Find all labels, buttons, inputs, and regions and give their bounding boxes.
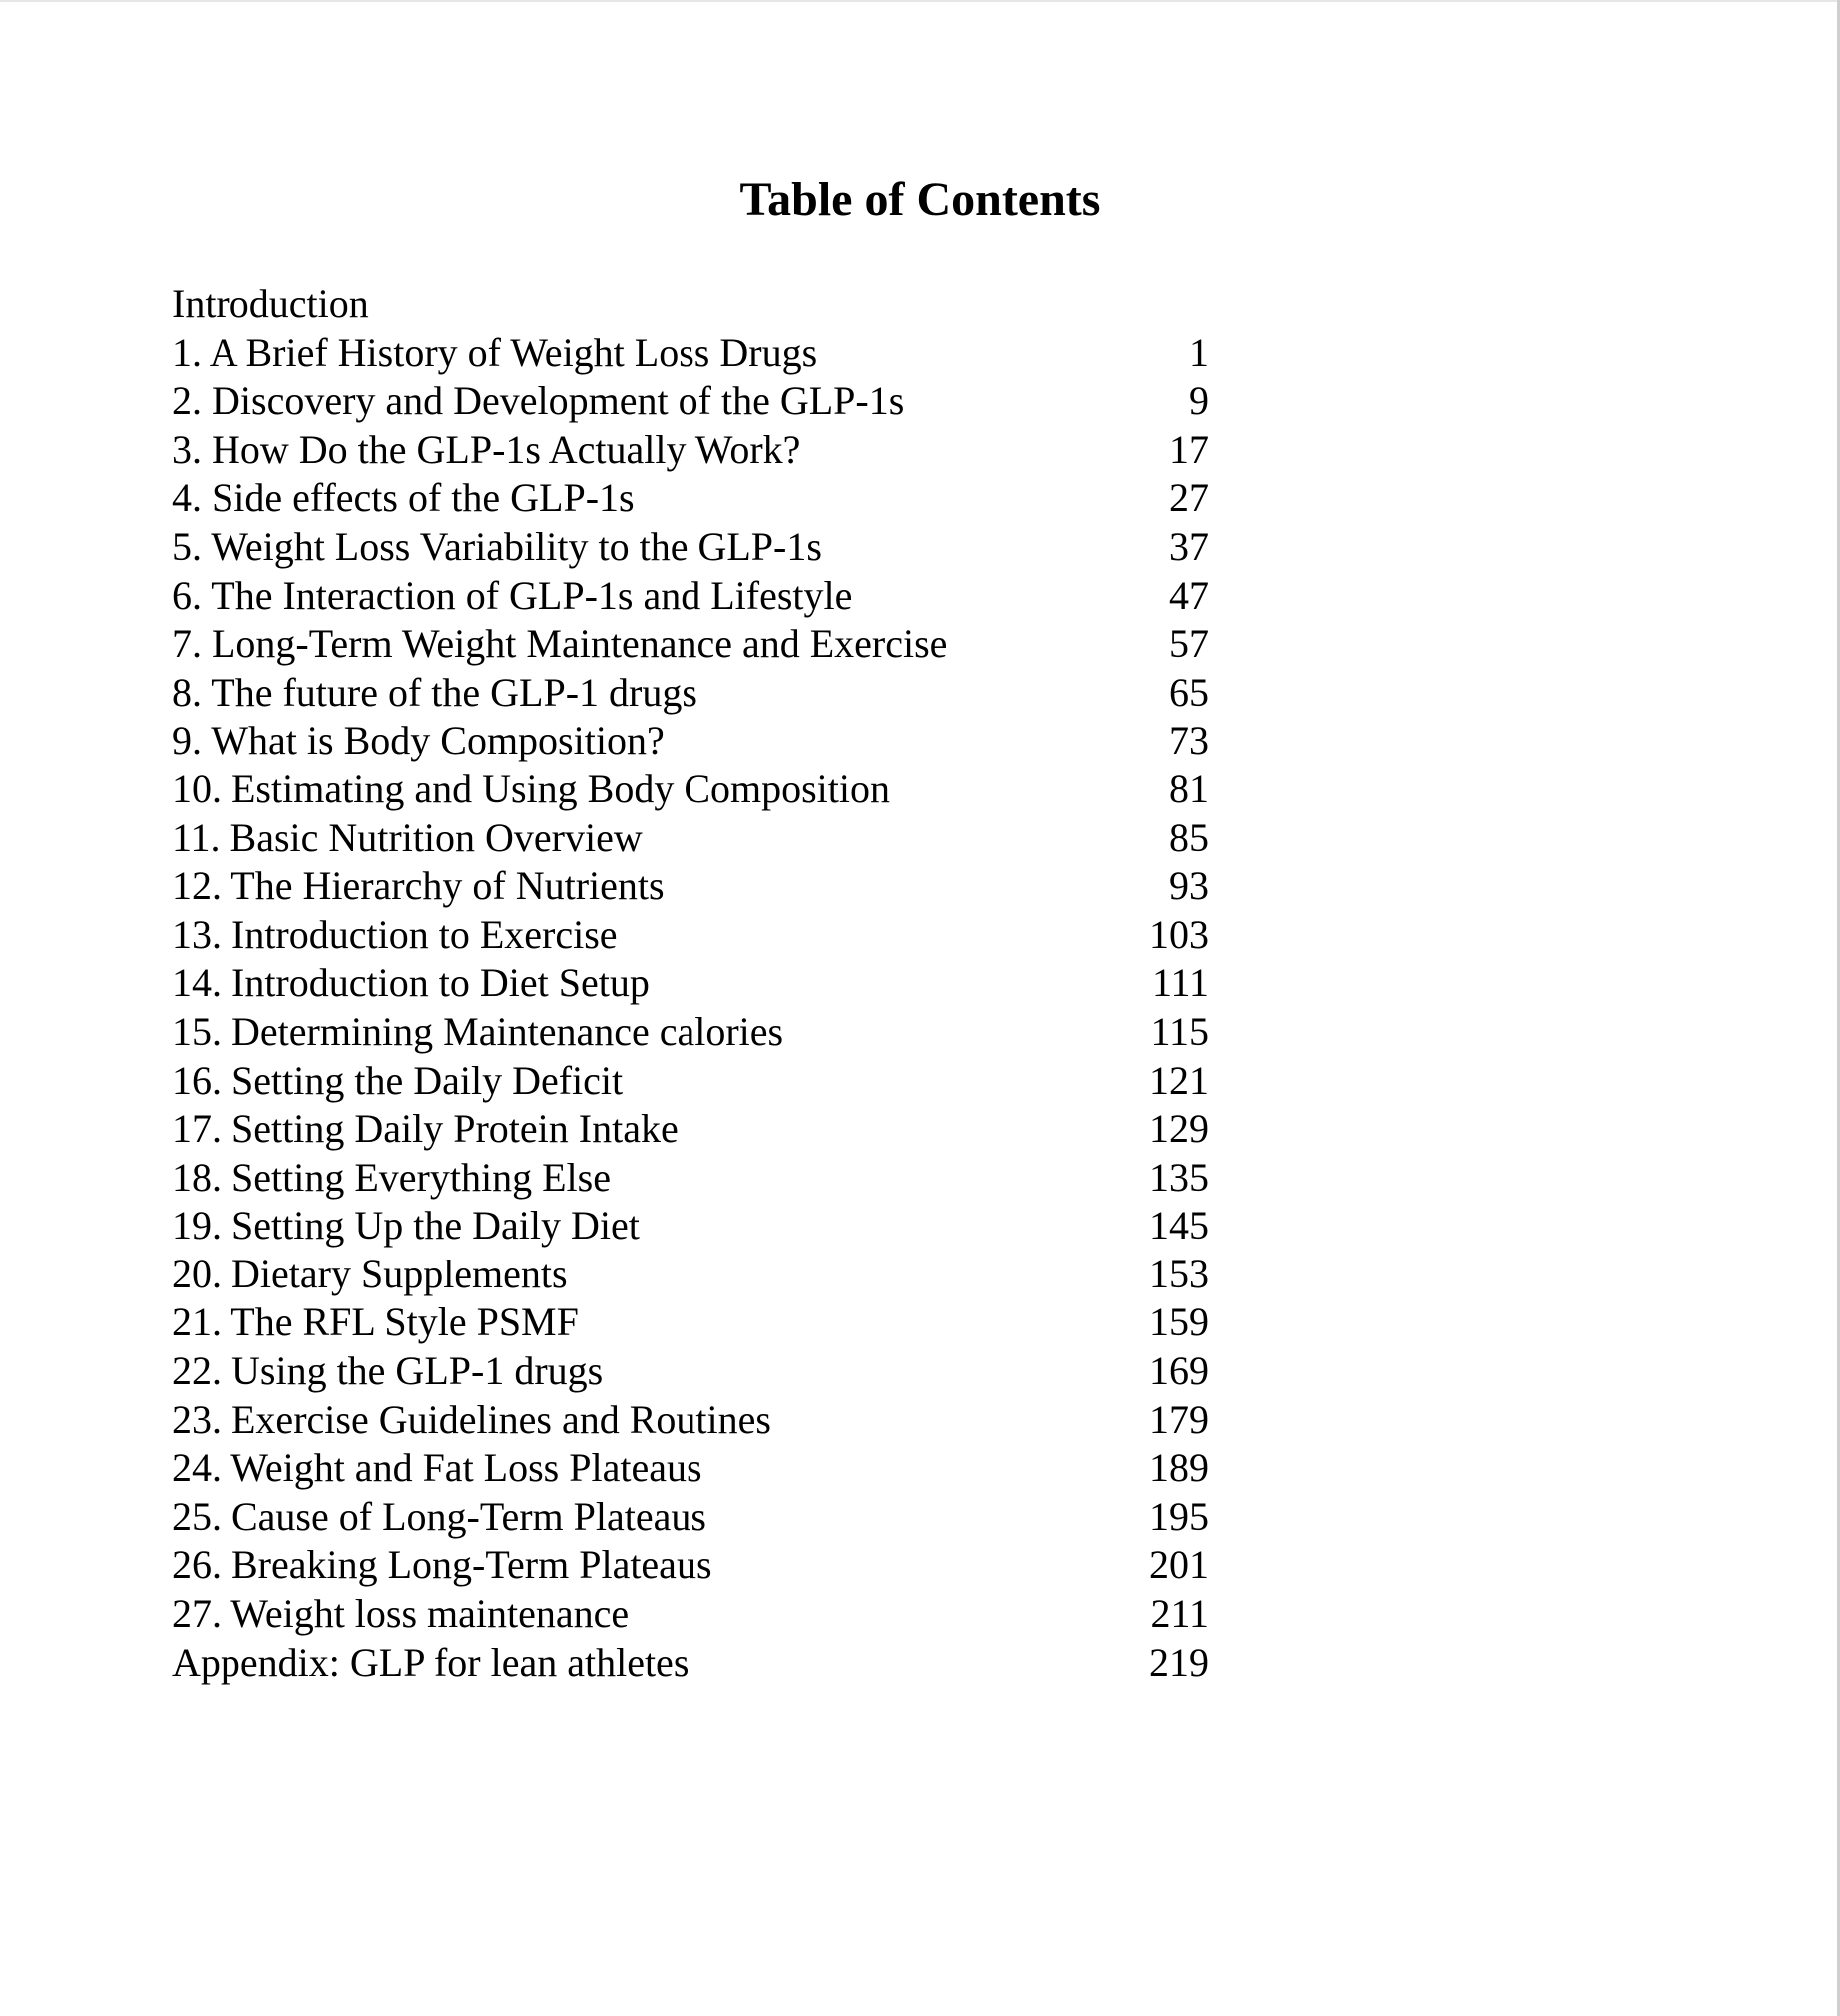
toc-entry-title: 2. Discovery and Development of the GLP-1s [172, 378, 905, 424]
toc-entry-title: 24. Weight and Fat Loss Plateaus [172, 1445, 702, 1491]
toc-entry [172, 1057, 1209, 1106]
toc-entry-page-number: 179 [1150, 1396, 1209, 1442]
toc-entry-title: 9. What is Body Composition? [172, 718, 665, 763]
toc-entry-title: 7. Long-Term Weight Maintenance and Exercise [172, 621, 948, 667]
toc-entry [172, 1639, 1209, 1688]
toc-entry [172, 572, 1209, 621]
toc-entry-page-number: 145 [1150, 1203, 1209, 1249]
toc-entry [172, 959, 1209, 1008]
toc-entry-page-number: 159 [1150, 1299, 1209, 1345]
toc-entry [172, 523, 1209, 572]
toc-entry [172, 669, 1209, 718]
toc-entry-page-number: 27 [1169, 475, 1209, 521]
table-of-contents [172, 280, 1209, 1687]
toc-entry-title: 1. A Brief History of Weight Loss Drugs [172, 329, 818, 375]
toc-entry-title: 19. Setting Up the Daily Diet [172, 1203, 640, 1249]
toc-entry-title: 10. Estimating and Using Body Composition [172, 765, 891, 811]
toc-entry-title: 4. Side effects of the GLP-1s [172, 475, 635, 521]
toc-entry-page-number: 211 [1150, 1591, 1209, 1637]
toc-entry-title: 18. Setting Everything Else [172, 1154, 611, 1200]
toc-entry [172, 474, 1209, 523]
toc-entry-title: 20. Dietary Supplements [172, 1251, 568, 1296]
toc-entry-title: Appendix: GLP for lean athletes [172, 1639, 690, 1685]
toc-entry [172, 1008, 1209, 1057]
toc-entry-page-number: 57 [1169, 621, 1209, 667]
toc-entry-page-number: 37 [1169, 523, 1209, 569]
toc-entry-title: 26. Breaking Long-Term Plateaus [172, 1542, 712, 1588]
toc-entry-page-number: 115 [1150, 1008, 1209, 1054]
toc-entry [172, 862, 1209, 911]
toc-entry [172, 1396, 1209, 1445]
toc-entry-title: 11. Basic Nutrition Overview [172, 814, 643, 860]
toc-entry-title: 15. Determining Maintenance calories [172, 1008, 784, 1054]
toc-entry-page-number: 135 [1150, 1154, 1209, 1200]
toc-entry-title: 6. The Interaction of GLP-1s and Lifestyle [172, 572, 853, 618]
toc-entry [172, 280, 1209, 329]
toc-entry-title: Introduction [172, 281, 369, 326]
toc-entry [172, 1105, 1209, 1154]
toc-entry-page-number: 9 [1189, 378, 1209, 424]
toc-entry [172, 765, 1209, 814]
toc-entry-page-number: 81 [1169, 765, 1209, 811]
toc-entry [172, 1493, 1209, 1542]
toc-entry-page-number: 85 [1169, 814, 1209, 860]
toc-entry-page-number: 111 [1151, 960, 1209, 1006]
toc-entry [172, 814, 1209, 863]
toc-entry-page-number: 93 [1169, 863, 1209, 909]
toc-entry-title: 22. Using the GLP-1 drugs [172, 1348, 604, 1394]
toc-entry-title: 8. The future of the GLP-1 drugs [172, 669, 697, 715]
page-top-edge [0, 0, 1840, 2]
toc-entry [172, 329, 1209, 378]
toc-entry-title: 27. Weight loss maintenance [172, 1591, 630, 1637]
toc-entry [172, 1444, 1209, 1493]
toc-entry [172, 1154, 1209, 1203]
toc-entry-page-number: 121 [1150, 1057, 1209, 1103]
toc-entry [172, 1541, 1209, 1590]
toc-entry-page-number: 47 [1169, 572, 1209, 618]
toc-entry [172, 620, 1209, 669]
toc-entry-page-number: 129 [1150, 1106, 1209, 1152]
toc-entry-page-number: 17 [1169, 426, 1209, 472]
toc-entry [172, 911, 1209, 960]
toc-entry [172, 1590, 1209, 1639]
toc-entry-title: 13. Introduction to Exercise [172, 911, 618, 957]
toc-entry-title: 16. Setting the Daily Deficit [172, 1057, 624, 1103]
page-title: Table of Contents [739, 173, 1101, 226]
toc-entry-page-number: 169 [1150, 1348, 1209, 1394]
toc-entry-title: 5. Weight Loss Variability to the GLP-1s [172, 523, 822, 569]
toc-entry-title: 21. The RFL Style PSMF [172, 1299, 579, 1345]
toc-entry-title: 12. The Hierarchy of Nutrients [172, 863, 665, 909]
toc-entry-page-number: 1 [1189, 329, 1209, 375]
toc-entry-page-number: 153 [1150, 1251, 1209, 1296]
toc-entry-page-number: 103 [1150, 911, 1209, 957]
toc-entry-page-number: 201 [1150, 1542, 1209, 1588]
toc-entry [172, 717, 1209, 765]
toc-entry [172, 1251, 1209, 1299]
toc-entry-page-number: 195 [1150, 1493, 1209, 1539]
toc-entry-page-number: 65 [1169, 669, 1209, 715]
toc-entry [172, 1347, 1209, 1396]
toc-entry-title: 3. How Do the GLP-1s Actually Work? [172, 426, 801, 472]
toc-entry-page-number: 219 [1150, 1639, 1209, 1685]
toc-entry-title: 25. Cause of Long-Term Plateaus [172, 1493, 706, 1539]
toc-entry [172, 1298, 1209, 1347]
toc-entry [172, 377, 1209, 426]
toc-entry-title: 23. Exercise Guidelines and Routines [172, 1396, 771, 1442]
toc-entry-title: 14. Introduction to Diet Setup [172, 960, 650, 1006]
toc-entry-page-number: 189 [1150, 1445, 1209, 1491]
toc-entry [172, 1202, 1209, 1251]
toc-entry-title: 17. Setting Daily Protein Intake [172, 1106, 679, 1152]
toc-entry [172, 426, 1209, 475]
toc-entry-page-number: 73 [1169, 718, 1209, 763]
